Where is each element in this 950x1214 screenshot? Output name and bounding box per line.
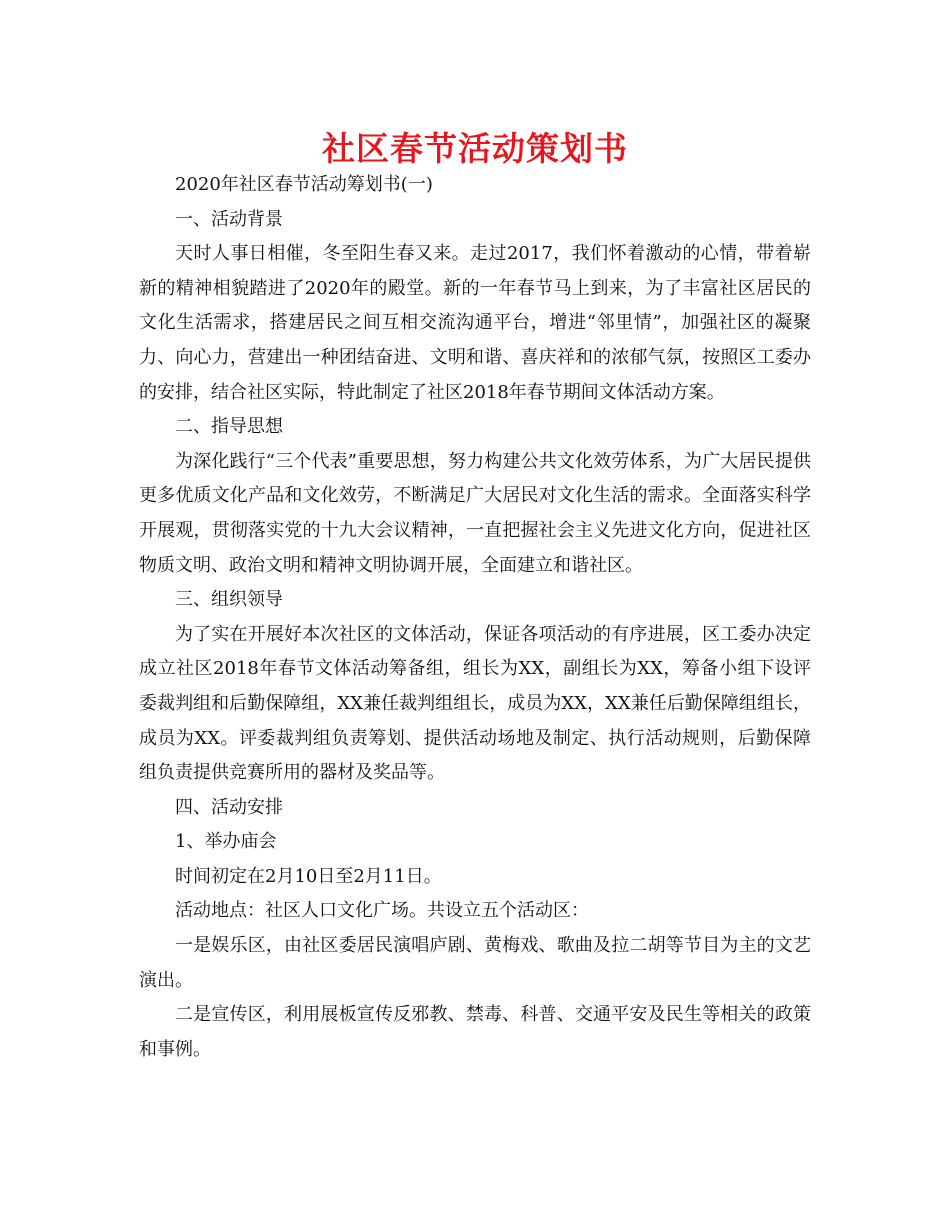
section-heading-arrangement: 四、活动安排 bbox=[175, 796, 283, 818]
paragraph-promotion-zone: 二是宣传区，利用展板宣传反邪教、禁毒、科普、交通平安及民生等相关的政策和事例。 bbox=[139, 1004, 811, 1060]
section-heading-organization: 三、组织领导 bbox=[175, 589, 283, 611]
subheading-temple-fair: 1、举办庙会 bbox=[175, 831, 277, 853]
paragraph-location: 活动地点：社区人口文化广场。共设立五个活动区： bbox=[175, 900, 589, 922]
paragraph-organization: 为了实在开展好本次社区的文体活动，保证各项活动的有序进展，区工委办决定成立社区2018年春节文体活动筹备组，组长为XX，副组长为XX，筹备小组下设评委裁判组和后勤保障组，XX兼任裁判组组长，成员为XX，XX兼任后勤保障组组长，成员为XX。评委裁判组负责筹划、提供活动场地及制定、执行活动规则，后勤保障组负责提供竞赛所用的器材及奖品等。 bbox=[139, 623, 811, 784]
section-heading-guiding-ideology: 二、指导思想 bbox=[175, 416, 283, 438]
document-title: 社区春节活动策划书 bbox=[322, 129, 628, 168]
subtitle-paragraph: 2020年社区春节活动筹划书(一) bbox=[175, 174, 433, 195]
section-heading-background: 一、活动背景 bbox=[175, 208, 283, 230]
paragraph-guiding-ideology: 为深化践行“三个代表”重要思想，努力构建公共文化效劳体系，为广大居民提供更多优质文化产品和文化效劳，不断满足广大居民对文化生活的需求。全面落实科学开展观，贯彻落实党的十九大会议精神，一直把握社会主义先进文化方向，促进社区物质文明、政治文明和精神文明协调开展，全面建立和谐社区。 bbox=[139, 450, 811, 576]
paragraph-time: 时间初定在2月10日至2月11日。 bbox=[175, 865, 442, 887]
paragraph-background: 天时人事日相催，冬至阳生春又来。走过2017，我们怀着激动的心情，带着崭新的精神相貌踏进了2020年的殿堂。新的一年春节马上到来，为了丰富社区居民的文化生活需求，搭建居民之间互相交流沟通平台，增进“邻里情”，加强社区的凝聚力、向心力，营建出一种团结奋进、文明和谐、喜庆祥和的浓郁气氛，按照区工委办的安排，结合社区实际，特此制定了社区2018年春节期间文体活动方案。 bbox=[139, 243, 811, 403]
document-body bbox=[139, 168, 811, 1067]
paragraph-entertainment-zone: 一是娱乐区，由社区委居民演唱庐剧、黄梅戏、歌曲及拉二胡等节目为主的文艺演出。 bbox=[139, 935, 811, 991]
